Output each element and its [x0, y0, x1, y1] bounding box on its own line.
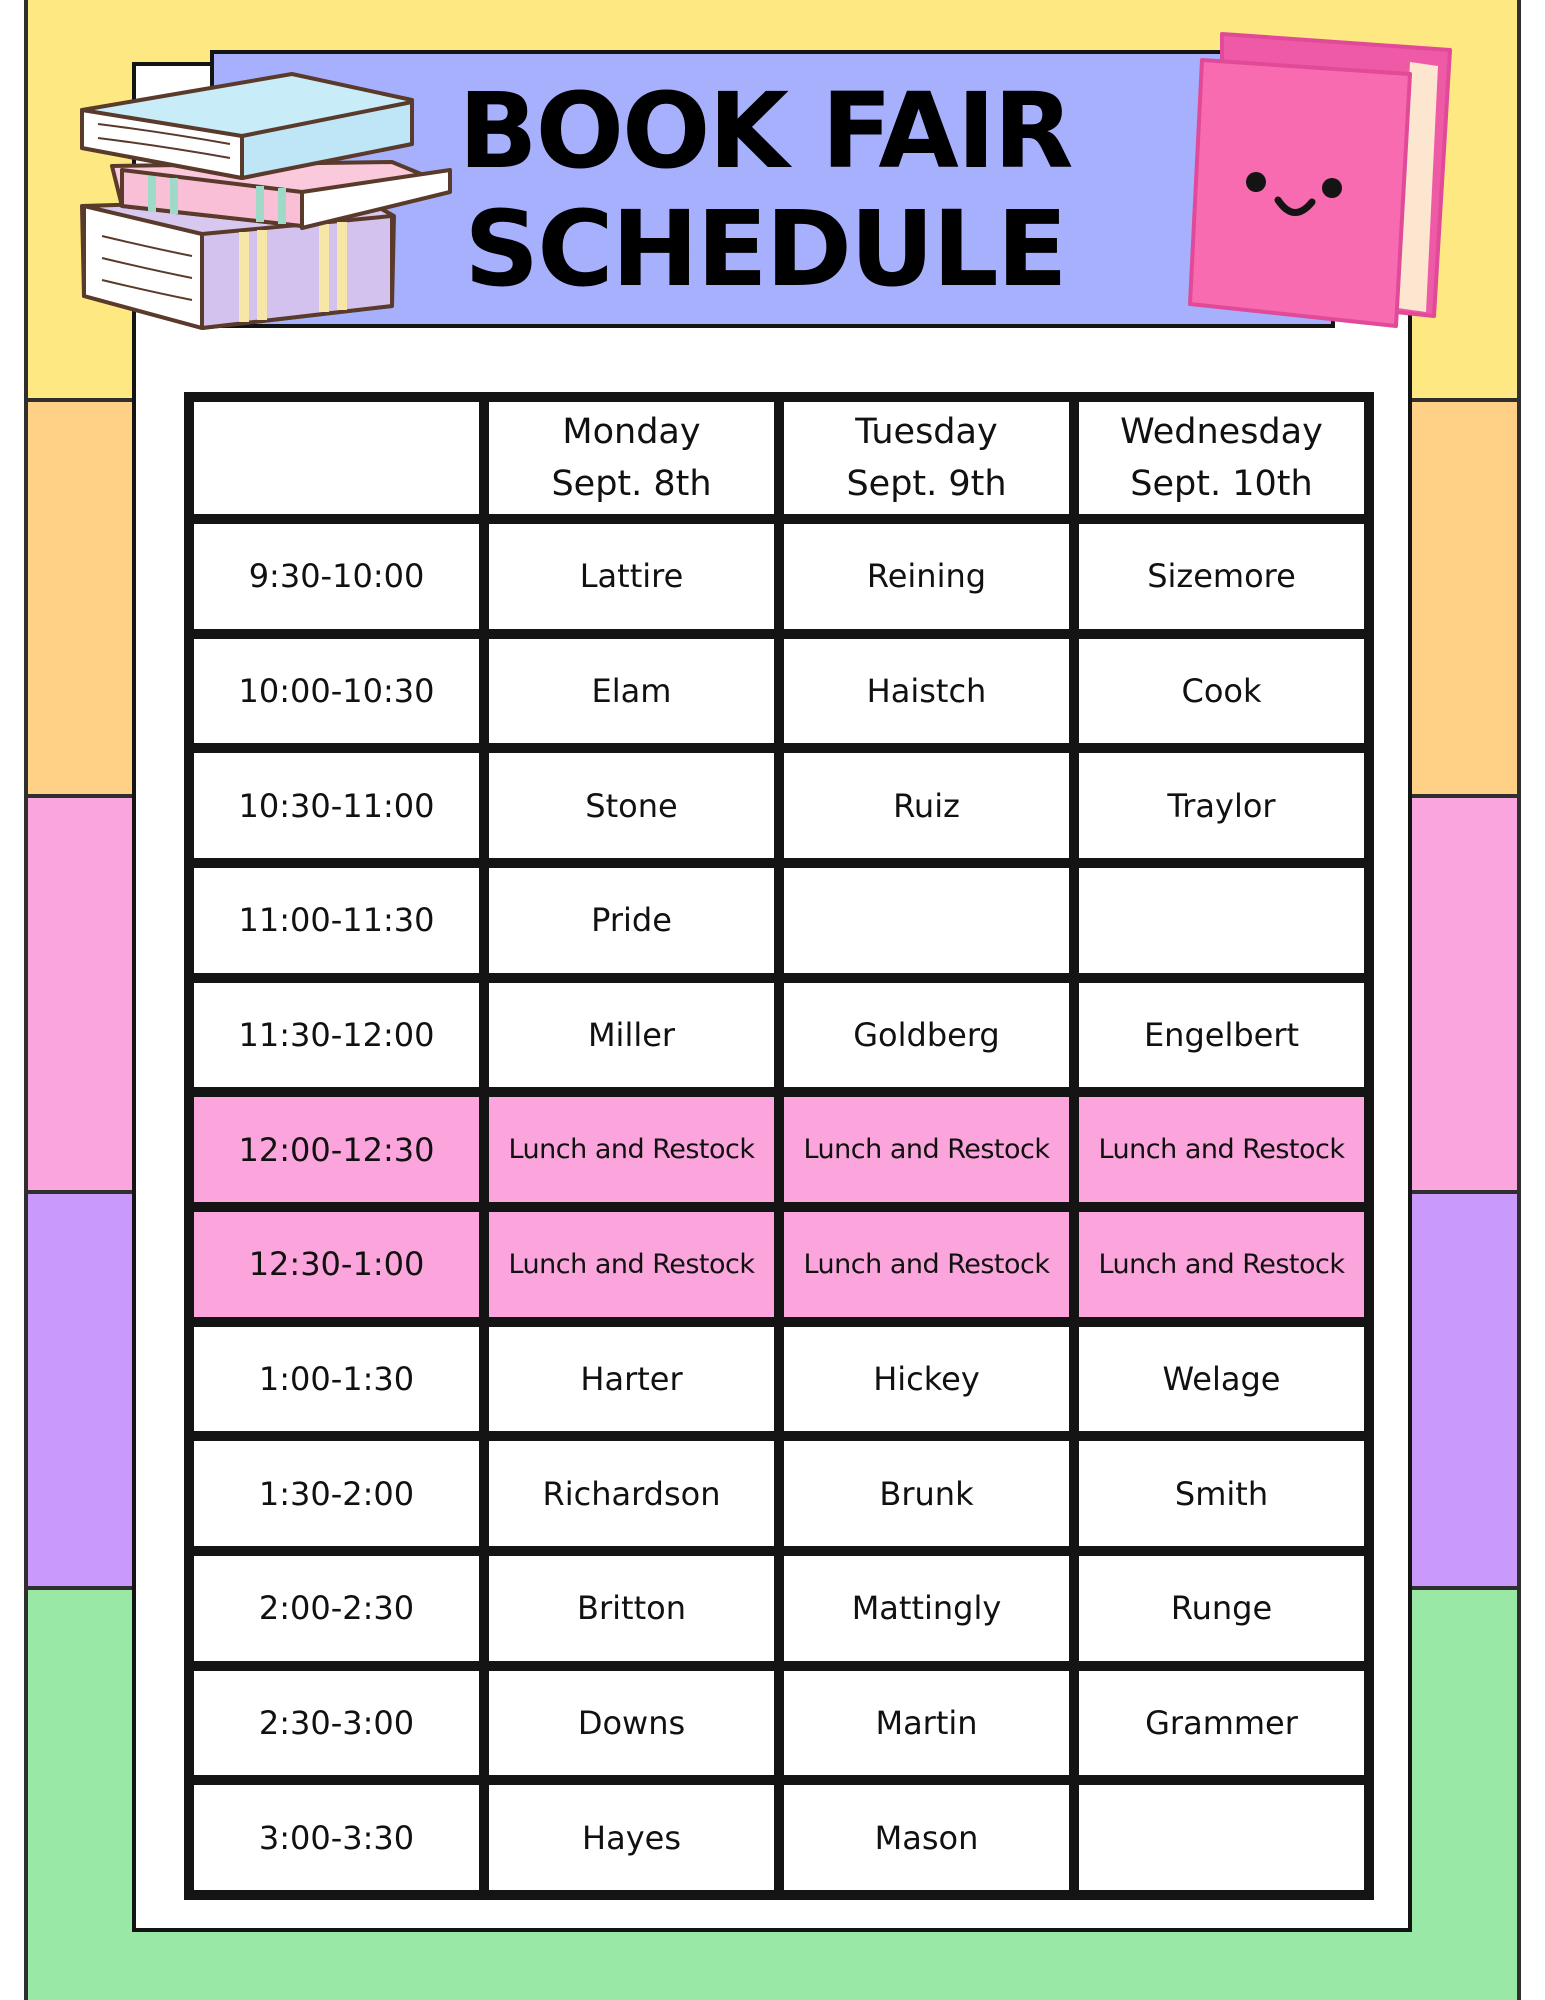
- schedule-cell: Welage: [1079, 1327, 1364, 1432]
- table-row: [194, 868, 1364, 973]
- table-row: [194, 1556, 1364, 1661]
- time-slot: 9:30-10:00: [194, 524, 479, 629]
- lunch-row: [194, 1212, 1364, 1317]
- schedule-cell: Lunch and Restock: [1079, 1212, 1364, 1317]
- table-row: [194, 1671, 1364, 1776]
- schedule-cell: Elam: [489, 639, 774, 744]
- time-slot: 1:30-2:00: [194, 1441, 479, 1546]
- day-date: Sept. 10th: [1130, 464, 1313, 504]
- time-slot: 1:00-1:30: [194, 1327, 479, 1432]
- schedule-cell: Traylor: [1079, 753, 1364, 858]
- schedule-cell: Sizemore: [1079, 524, 1364, 629]
- schedule-cell: Haistch: [784, 639, 1069, 744]
- time-slot: 2:00-2:30: [194, 1556, 479, 1661]
- schedule-cell: Miller: [489, 983, 774, 1088]
- time-slot: 2:30-3:00: [194, 1671, 479, 1776]
- schedule-cell: Lunch and Restock: [489, 1212, 774, 1317]
- schedule-cell: Lattire: [489, 524, 774, 629]
- schedule-cell: Downs: [489, 1671, 774, 1776]
- day-name: Tuesday: [855, 412, 998, 452]
- schedule-cell: Brunk: [784, 1441, 1069, 1546]
- schedule-cell: Lunch and Restock: [489, 1097, 774, 1202]
- schedule-cell: Runge: [1079, 1556, 1364, 1661]
- smiling-book-icon: [1182, 22, 1464, 334]
- schedule-cell: Harter: [489, 1327, 774, 1432]
- schedule-cell: Goldberg: [784, 983, 1069, 1088]
- schedule-cell: Smith: [1079, 1441, 1364, 1546]
- table-row: [194, 1327, 1364, 1432]
- day-date: Sept. 8th: [551, 464, 712, 504]
- title-line-1: BOOK FAIR: [458, 70, 1072, 192]
- schedule-cell: Engelbert: [1079, 983, 1364, 1088]
- time-slot: 10:30-11:00: [194, 753, 479, 858]
- schedule-cell: Stone: [489, 753, 774, 858]
- schedule-cell: Britton: [489, 1556, 774, 1661]
- day-name: Wednesday: [1120, 412, 1323, 452]
- schedule-cell: Ruiz: [784, 753, 1069, 858]
- schedule-table: [184, 392, 1374, 1900]
- schedule-cell: Lunch and Restock: [784, 1097, 1069, 1202]
- schedule-cell: Mattingly: [784, 1556, 1069, 1661]
- lunch-row: [194, 1097, 1364, 1202]
- title-line-2: SCHEDULE: [464, 188, 1066, 310]
- schedule-cell: Hayes: [489, 1785, 774, 1890]
- schedule-cell: Lunch and Restock: [1079, 1097, 1364, 1202]
- table-row: [194, 639, 1364, 744]
- schedule-cell: Grammer: [1079, 1671, 1364, 1776]
- time-slot: 10:00-10:30: [194, 639, 479, 744]
- time-slot: 11:00-11:30: [194, 868, 479, 973]
- table-row: [194, 983, 1364, 1088]
- day-header-tuesday: [784, 402, 1069, 514]
- table-row: [194, 1785, 1364, 1890]
- schedule-cell: Lunch and Restock: [784, 1212, 1069, 1317]
- schedule-cell: [1079, 1785, 1364, 1890]
- schedule-cell: Martin: [784, 1671, 1069, 1776]
- day-name: Monday: [562, 412, 701, 452]
- book-stack-icon: [62, 66, 472, 336]
- day-header-monday: [489, 402, 774, 514]
- table-row: [194, 524, 1364, 629]
- schedule-cell: Mason: [784, 1785, 1069, 1890]
- schedule-cell: Pride: [489, 868, 774, 973]
- schedule-cell: Cook: [1079, 639, 1364, 744]
- time-slot: 11:30-12:00: [194, 983, 479, 1088]
- table-row: [194, 753, 1364, 858]
- schedule-cell: [1079, 868, 1364, 973]
- corner-cell: [194, 402, 479, 514]
- time-slot: 12:30-1:00: [194, 1212, 479, 1317]
- schedule-cell: Hickey: [784, 1327, 1069, 1432]
- schedule-cell: Richardson: [489, 1441, 774, 1546]
- page-title: [440, 72, 1090, 308]
- header-row: [194, 402, 1364, 514]
- day-date: Sept. 9th: [846, 464, 1007, 504]
- time-slot: 3:00-3:30: [194, 1785, 479, 1890]
- time-slot: 12:00-12:30: [194, 1097, 479, 1202]
- schedule-cell: Reining: [784, 524, 1069, 629]
- day-header-wednesday: [1079, 402, 1364, 514]
- table-row: [194, 1441, 1364, 1546]
- schedule-cell: [784, 868, 1069, 973]
